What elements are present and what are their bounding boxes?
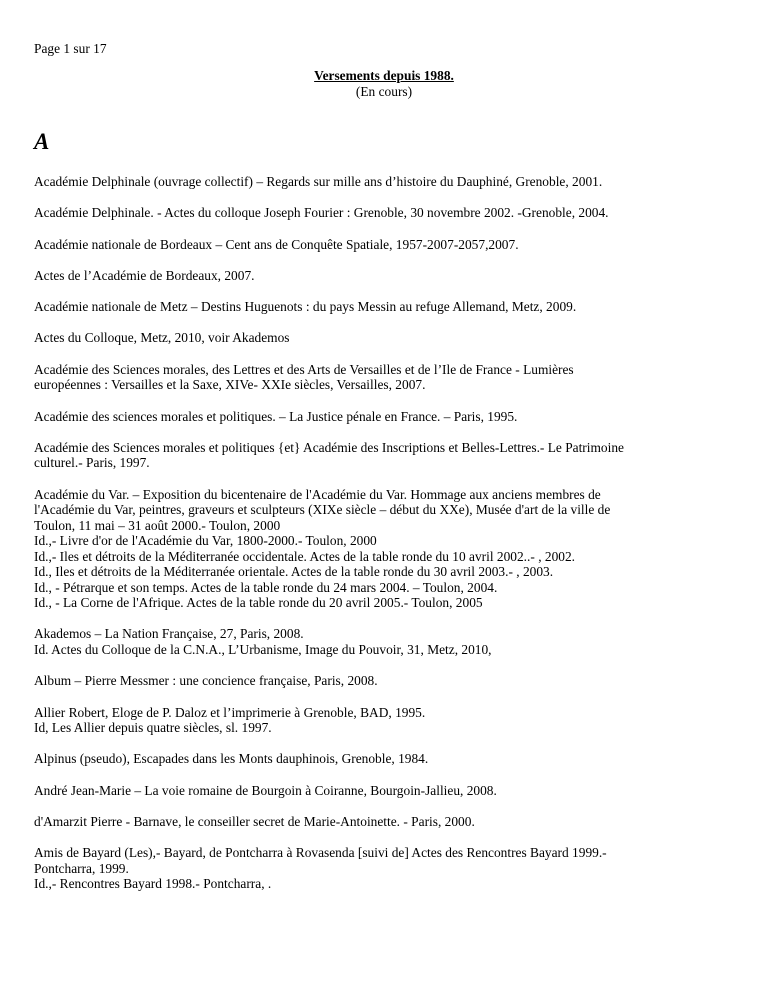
entry-line: Id., - Pétrarque et son temps. Actes de la table ronde du 24 mars 2004. – Toulon, 2004. [34,579,498,595]
entry-line: Id, Les Allier depuis quatre siècles, sl. 1997. [34,720,272,736]
entry-line: Id. Actes du Colloque de la C.N.A., L’Urbanisme, Image du Pouvoir, 31, Metz, 2010, [34,641,492,657]
entry-line: d'Amarzit Pierre - Barnave, le conseiller secret de Marie-Antoinette. - Paris, 2000. [34,813,475,829]
entry-line: Amis de Bayard (Les),- Bayard, de Pontcharra à Rovasenda [suivi de] Actes des Rencontres Bayard 1999.- [34,845,607,861]
entry-line: Actes de l’Académie de Bordeaux, 2007. [34,267,255,283]
bibliography-entry [34,487,734,611]
bibliography-entry [34,814,734,830]
entry-line: Pontcharra, 1999. [34,860,129,876]
entry-line: Id.,- Livre d'or de l'Académie du Var, 1800-2000.- Toulon, 2000 [34,533,377,549]
entry-line: Allier Robert, Eloge de P. Daloz et l’imprimerie à Grenoble, BAD, 1995. [34,704,426,720]
entry-line: l'Académie du Var, peintres, graveurs et sculpteurs (XIXe siècle – début du XXe), Musée d'art de la ville de [34,502,611,518]
entry-line: Académie des Sciences morales et politiques {et} Académie des Inscriptions et Belles-Lettres.- Le Patrimoine [34,439,624,455]
entry-line: Alpinus (pseudo), Escapades dans les Monts dauphinois, Grenoble, 1984. [34,751,429,767]
bibliography-entry [34,751,734,767]
entry-line: Académie Delphinale (ouvrage collectif) – Regards sur mille ans d’histoire du Dauphiné, Grenoble, 2001. [34,174,603,189]
entry-line: Id.,- Iles et détroits de la Méditerranée occidentale. Actes de la table ronde du 10 avril 2002..- , 2002. [34,548,576,564]
bibliography-entry [34,268,734,284]
bibliography-entry [34,440,734,471]
bibliography-entry [34,237,734,253]
entry-line: Toulon, 11 mai – 31 août 2000.- Toulon, 2000 [34,517,281,533]
entry-line: Akademos – La Nation Française, 27, Paris, 2008. [34,626,304,642]
bibliography-entry [34,673,734,689]
bibliography-entry [34,174,734,190]
bibliography-entry [34,845,734,892]
entry-line: Académie des sciences morales et politiques. – La Justice pénale en France. – Paris, 1995. [34,408,518,424]
bibliography-entry [34,705,734,736]
entry-line: Académie nationale de Metz – Destins Huguenots : du pays Messin au refuge Allemand, Metz, 2009. [34,299,577,315]
entry-line: Académie des Sciences morales, des Lettres et des Arts de Versailles et de l’Ile de France - Lumières [34,361,574,377]
bibliography-list [34,174,734,908]
entry-line: Académie nationale de Bordeaux – Cent ans de Conquête Spatiale, 1957-2007-2057,2007. [34,236,519,252]
title-block [0,68,768,99]
bibliography-entry [34,783,734,799]
bibliography-entry [34,330,734,346]
entry-line: Id., - La Corne de l'Afrique. Actes de la table ronde du 20 avril 2005.- Toulon, 2005 [34,595,483,611]
entry-line: Album – Pierre Messmer : une concience française, Paris, 2008. [34,673,378,689]
entry-line: européennes : Versailles et la Saxe, XIVe- XXIe siècles, Versailles, 2007. [34,377,426,393]
page-number: Page 1 sur 17 [34,41,107,56]
entry-line: André Jean-Marie – La voie romaine de Bourgoin à Coiranne, Bourgoin-Jallieu, 2008. [34,782,497,798]
section-heading-letter: A [34,129,50,154]
bibliography-entry [34,409,734,425]
entry-line: Actes du Colloque, Metz, 2010, voir Akademos [34,330,290,346]
bibliography-entry [34,205,734,221]
entry-line: Académie du Var. – Exposition du bicentenaire de l'Académie du Var. Hommage aux anciens membres de [34,486,601,502]
entry-line: Académie Delphinale. - Actes du colloque Joseph Fourier : Grenoble, 30 novembre 2002. -Grenoble, 2004. [34,205,609,221]
document-title: Versements depuis 1988. [314,68,454,83]
entry-line: culturel.- Paris, 1997. [34,455,150,471]
entry-line: Id., Iles et détroits de la Méditerranée orientale. Actes de la table ronde du 30 avril 2003.- , 2003. [34,564,554,580]
entry-line: Id.,- Rencontres Bayard 1998.- Pontcharra, . [34,876,272,892]
bibliography-entry [34,626,734,657]
bibliography-entry [34,299,734,315]
bibliography-entry [34,362,734,393]
document-subtitle: (En cours) [355,83,413,99]
